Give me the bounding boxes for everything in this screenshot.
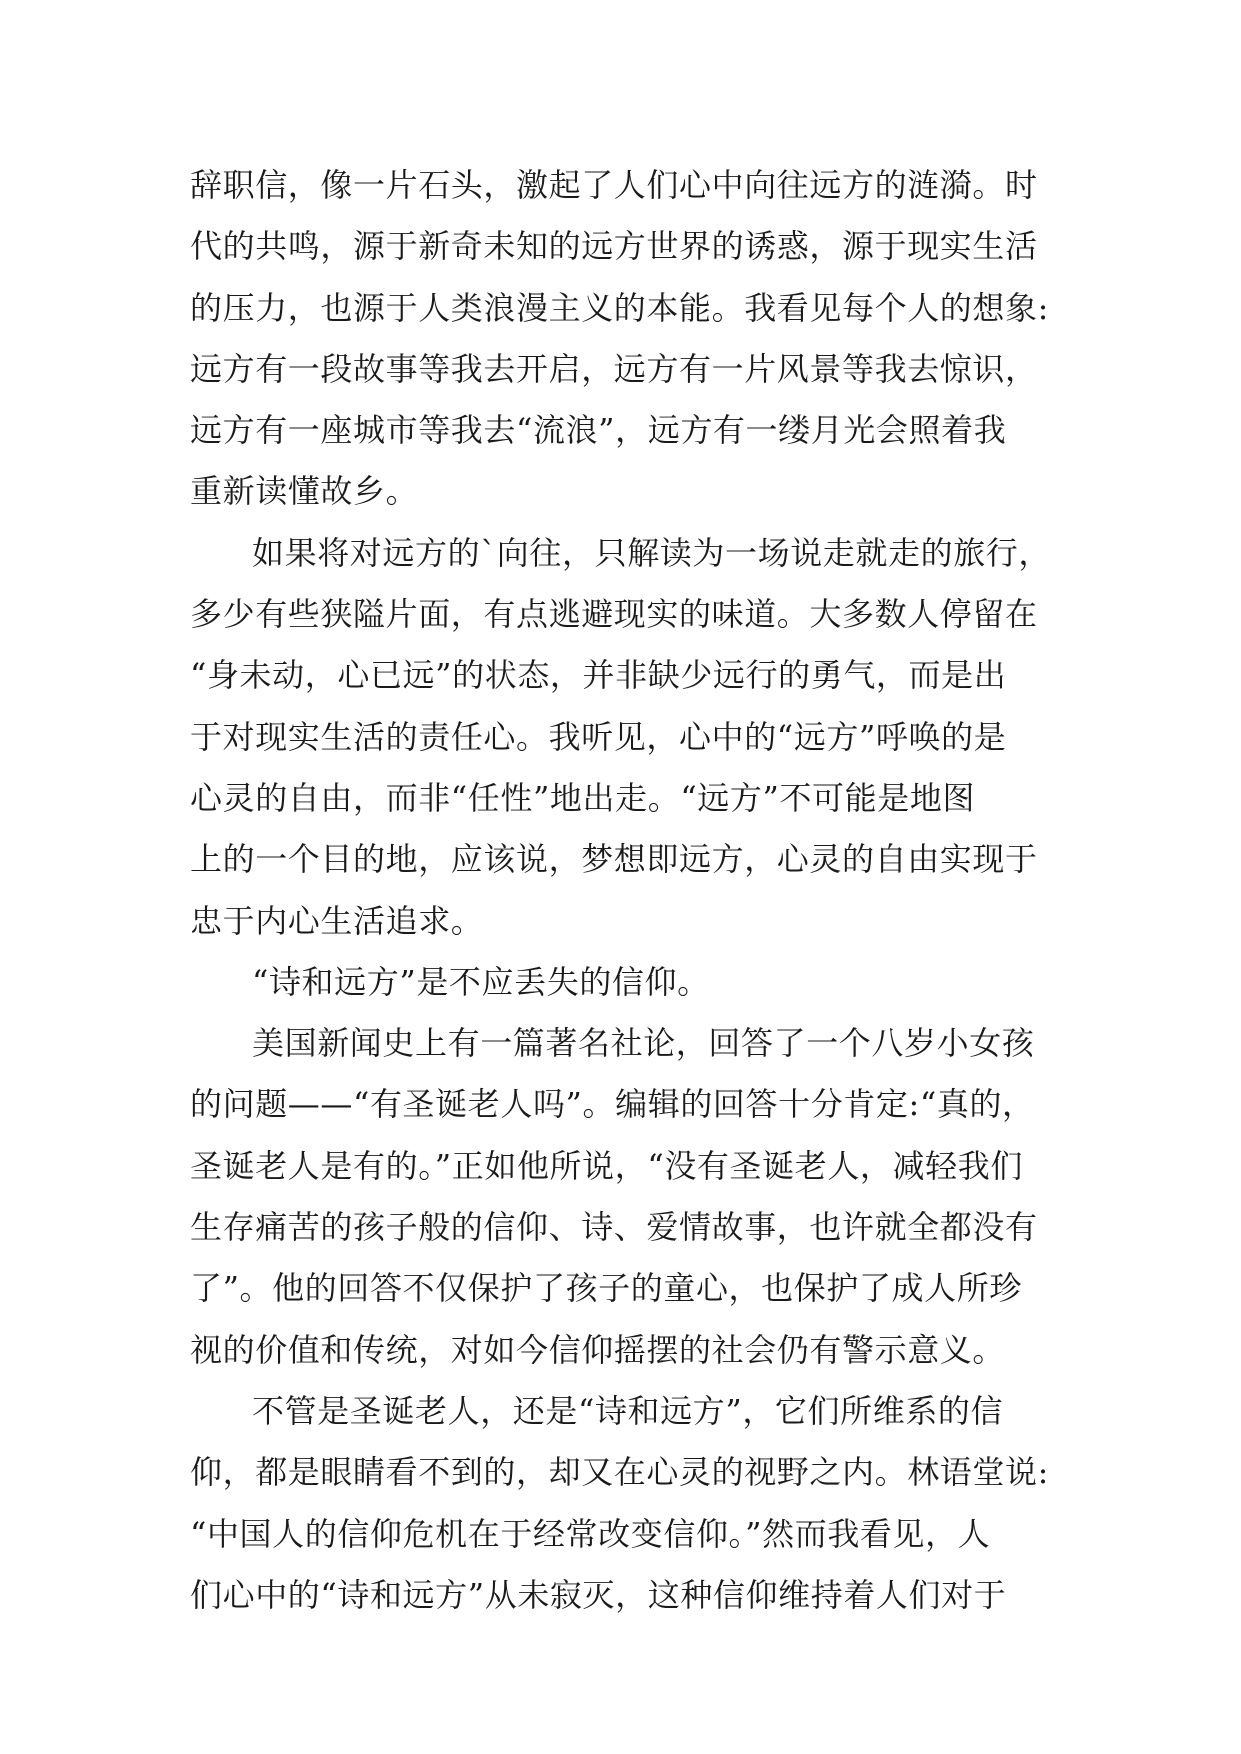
paragraph-first-line: “诗和远方”是不应丢失的信仰。: [252, 962, 710, 1001]
text-line: 辞职信，像一片石头，激起了人们心中向往远方的涟漪。时: [190, 166, 1038, 204]
text-line: 上的一个目的地，应该说，梦想即远方，心灵的自由实现于: [190, 840, 1038, 879]
text-line: 了”。他的回答不仅保护了孩子的童心，也保护了成人所珍: [190, 1269, 1022, 1308]
text-line: 生存痛苦的孩子般的信仰、诗、爱情故事，也许就全都没有: [190, 1208, 1038, 1247]
text-line: 们心中的“诗和远方”从未寂灭，这种信仰维持着人们对于: [190, 1575, 1007, 1614]
paragraph-first-line: 美国新闻史上有一篇著名社论，回答了一个八岁小女孩: [252, 1024, 1035, 1063]
text-line: 忠于内心生活追求。: [190, 901, 484, 940]
text-line: 远方有一段故事等我去开启，远方有一片风景等我去惊识，: [190, 349, 1038, 388]
text-line: “中国人的信仰危机在于经常改变信仰。”然而我看见，人: [190, 1514, 991, 1553]
text-line: 的问题——“有圣诞老人吗”。编辑的回答十分肯定:“真的，: [190, 1085, 1035, 1124]
text-line: “身未动，心已远”的状态，并非缺少远行的勇气，而是出: [190, 656, 1007, 695]
text-line: 多少有些狭隘片面，有点逃避现实的味道。大多数人停留在: [190, 595, 1038, 634]
text-line: 代的共鸣，源于新奇未知的远方世界的诱惑，源于现实生活: [190, 227, 1038, 266]
text-line: 视的价值和传统，对如今信仰摇摆的社会仍有警示意义。: [190, 1330, 1006, 1369]
text-line: 心灵的自由，而非“任性”地出走。“远方”不可能是地图: [190, 778, 976, 817]
text-line: 重新读懂故乡。: [190, 472, 419, 511]
text-line: 远方有一座城市等我去“流浪”，远方有一缕月光会照着我: [190, 411, 1007, 450]
text-line: 仰，都是眼睛看不到的，却又在心灵的视野之内。林语堂说:: [190, 1453, 1049, 1492]
body-text: [190, 155, 1060, 1626]
text-line: 圣诞老人是有的。”正如他所说，“没有圣诞老人，减轻我们: [190, 1146, 1023, 1185]
paragraph-first-line: 不管是圣诞老人，还是“诗和远方”，它们所维系的信: [252, 1391, 1004, 1430]
paragraph-first-line: 如果将对远方的`向往，只解读为一场说走就走的旅行，: [252, 533, 1052, 572]
text-line: 的压力，也源于人类浪漫主义的本能。我看见每个人的想象:: [190, 288, 1049, 327]
text-line: 于对现实生活的责任心。我听见，心中的“远方”呼唤的是: [190, 717, 1007, 756]
